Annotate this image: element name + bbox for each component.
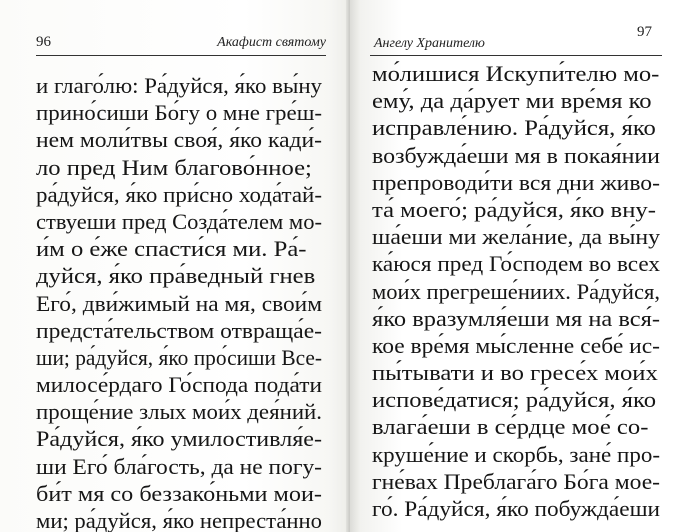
- text-line: я́ко вразумля́еши мя на вся́-: [372, 305, 660, 331]
- text-line: прино́сиши Бо́гу о мне гре́ш-: [36, 100, 322, 126]
- body-text-right: [372, 60, 660, 522]
- text-line: предста́тельством отвраща́е-: [36, 317, 322, 343]
- running-title-left: Акафист святому: [217, 35, 326, 50]
- text-line: и́м о е́же спасти́ся ми. Ра́-: [36, 236, 307, 262]
- text-line: мо́лишися Искупи́телю мо-: [372, 61, 660, 86]
- body-text-left: [36, 72, 330, 532]
- text-line: ми; ра́дуйся, я́ко непреста́нно: [36, 508, 322, 532]
- text-line: ствуеши пред Созда́телем мо-: [36, 208, 322, 234]
- text-line: ло пред Ним благово́нное;: [36, 154, 312, 180]
- text-line: влага́еши в се́рдце мое́ со-: [372, 414, 649, 440]
- text-line: ши; ра́дуйся, я́ко про́сиши Все-: [36, 344, 322, 370]
- text-line: би́т мя со беззако́ньми мои-: [36, 480, 322, 506]
- text-line: ра́дуйся, я́ко при́сно хода́тай-: [36, 181, 322, 207]
- text-line: и глаго́лю: Ра́дуйся, я́ко вы́ну: [36, 73, 322, 98]
- text-line: круше́ние и скорбь, зане́ про-: [372, 441, 660, 467]
- text-line: препроводи́ти вся дни живо-: [372, 169, 660, 195]
- page-number-right: 97: [637, 24, 652, 40]
- header-rule-left: [36, 55, 326, 56]
- right-page: [350, 0, 700, 532]
- text-line: пы́тывати и во гресе́х мои́х: [372, 360, 658, 386]
- text-line: испове́датися; ра́дуйся, я́ко: [372, 387, 657, 413]
- text-line: милосе́рдаго Го́спода пода́ти: [36, 372, 322, 398]
- running-title-right: Ангелу Хранителю: [374, 36, 485, 51]
- text-line: мои́х прегреше́ниих. Ра́дуйся,: [372, 278, 660, 304]
- text-line: ши Его́ бла́гость, да не погу-: [36, 453, 322, 479]
- text-line: возбужда́еши мя в покая́нии: [372, 142, 660, 168]
- text-line: ша́еши ми жела́ние, да вы́ну: [372, 224, 660, 250]
- text-line: Ра́дуйся, я́ко умилостивля́е-: [36, 426, 322, 452]
- header-rule-right: [370, 55, 662, 56]
- text-line: дуйся, я́ко пра́ведный гнев: [36, 263, 316, 289]
- text-line: ка́юся пред Го́сподем во всех: [372, 251, 660, 277]
- text-line: кое вре́мя мы́сленне себе́ ис-: [372, 332, 660, 358]
- text-line: го́. Ра́дуйся, я́ко побужда́еши: [372, 496, 660, 521]
- text-line: та́ моего́; ра́дуйся, я́ко вну-: [372, 196, 656, 222]
- text-line: Его́, дви́жимый на мя, свои́м: [36, 290, 322, 316]
- text-line: проще́ние злых мои́х дея́ний.: [36, 399, 322, 425]
- text-line: нем моли́твы своя́, я́ко кади́-: [36, 127, 322, 153]
- text-line: ему́, да да́рует ми вре́мя ко: [372, 88, 652, 114]
- text-line: исправле́нию. Ра́дуйся, я́ко: [372, 115, 656, 141]
- text-line: гне́вах Преблага́го Бо́га мое-: [372, 468, 660, 494]
- page-number-left: 96: [36, 34, 51, 50]
